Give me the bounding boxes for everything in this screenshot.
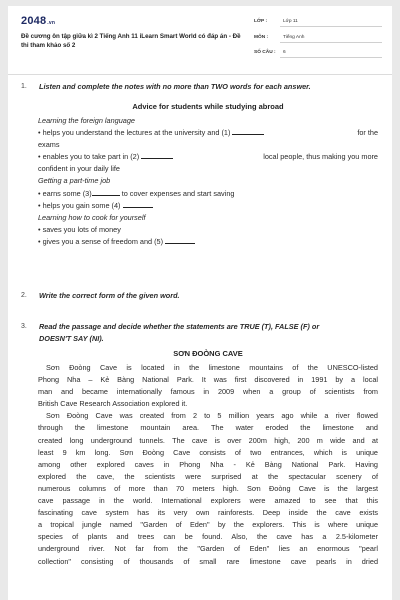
document-title: Đề cương ôn tập giữa kì 2 Tiếng Anh 11 iLearn Smart World có đáp án - Đề thi tham khảo số 2 [21, 33, 241, 49]
question-instruction [39, 321, 392, 345]
passage-title: SƠN ĐOÒNG CAVE [173, 349, 243, 358]
passage-line: least 9 km long. Sơn Đoòng Cave consists of two entrances, which is unique [38, 447, 378, 457]
passage-line: species of plants and trees can be found. Also, the cave has a 2.5-kilometer [38, 532, 378, 542]
passage-line: created long underground tunnels. The cave is over 200m high, 200 m wide and at [38, 435, 378, 445]
passage-line: British Cave Research Association explored it. [38, 399, 188, 409]
q1-notes [38, 115, 378, 248]
note-text: local people, thus making you more [263, 152, 378, 162]
passage-paragraph-1 [38, 362, 378, 410]
passage-line: cave passage in the world. International explorers were amazed to see that this [38, 496, 378, 506]
logo-suffix: .vn [47, 20, 56, 26]
meta-key: SỐ CÂU : [254, 50, 276, 55]
question-instruction: Write the correct form of the given word. [39, 291, 180, 300]
note-line [38, 236, 378, 248]
passage-line: Sơn Đoòng Cave was created from 2 to 5 million years ago while a river flowed [46, 411, 378, 421]
meta-key: LỚP : [254, 19, 268, 24]
answer-blank-5[interactable] [165, 236, 195, 244]
question-number: 2. [21, 292, 27, 299]
meta-value: Tiếng Anh [283, 35, 305, 40]
note-line: exams [38, 140, 60, 150]
note-text: • earns some (3) [38, 188, 92, 198]
question-number: 1. [21, 83, 27, 90]
note-line [38, 188, 378, 200]
passage-body [38, 362, 378, 568]
instruction-line: DOESN'T SAY (NI). [39, 334, 104, 343]
note-line [38, 127, 378, 139]
answer-blank-3[interactable] [92, 188, 120, 196]
notes-subheading: Learning how to cook for yourself [38, 212, 146, 222]
answer-blank-4[interactable] [123, 200, 153, 208]
passage-line: among other explored caves in Phong Nha - Kẻ Bàng National Park. Having [38, 459, 378, 469]
note-text: • helps you understand the lectures at the university and (1) [38, 128, 231, 138]
notes-subheading: Learning the foreign language [38, 116, 135, 125]
passage-line: fascinating cave system has its very own rainforests. Deep inside the cave exists [38, 508, 378, 518]
meta-value: 6 [283, 50, 286, 55]
passage-line: Phong Nha – Kẻ Bàng National Park. It was first discovered in 1991 by a local [38, 375, 378, 385]
answer-blank-1[interactable] [232, 127, 264, 135]
answer-blank-2[interactable] [141, 151, 173, 159]
note-text: • enables you to take part in (2) [38, 152, 140, 162]
question-number: 3. [21, 323, 27, 330]
note-line [38, 151, 378, 163]
notes-subheading: Getting a part-time job [38, 176, 111, 186]
note-text: to cover expenses and start saving [121, 188, 235, 198]
passage-line: collection" consisting of thousands of small rare limestone cave pearls in dried [38, 556, 378, 566]
instruction-line: Read the passage and decide whether the statements are TRUE (T), FALSE (F) or [39, 322, 320, 331]
passage-line: explored the cave, the scientists were surprised at the spectacular scenery of [38, 471, 378, 481]
logo-text: 2048 [21, 15, 47, 27]
passage-paragraph-2 [38, 410, 378, 567]
note-line [38, 200, 378, 212]
note-line: • saves you lots of money [38, 224, 121, 234]
note-text: • helps you gain some (4) [38, 200, 121, 210]
passage-line: Sơn Đoòng Cave is located in the limestone mountains of the UNESCO-listed [46, 363, 378, 372]
note-line: confident in your daily life [38, 164, 120, 174]
note-text: for the [357, 128, 378, 138]
meta-underline [280, 26, 382, 27]
passage-line: numerous columns of more than 70 meters high. Sơn Đoòng Cave is the largest [38, 483, 378, 493]
meta-value: Lớp 11 [283, 19, 298, 24]
meta-underline [280, 42, 382, 43]
passage-line: through the limestone mountain area. The water eroded the limestone and [38, 423, 378, 433]
q1-heading: Advice for students while studying abroad [132, 102, 284, 111]
passage-line: underground river. Not far from the "Garden of Eden" lies an enormous "pearl [38, 544, 378, 554]
document-header [8, 6, 392, 76]
question-instruction: Listen and complete the notes with no more than TWO words for each answer. [39, 82, 311, 91]
meta-underline [280, 57, 382, 58]
document-page [8, 6, 392, 600]
meta-key: MÔN : [254, 35, 269, 40]
passage-line: a tropical jungle named "Garden of Eden" by the explorers. This is where unique [38, 520, 378, 530]
note-text: • gives you a sense of freedom and (5) [38, 236, 164, 246]
passage-line: man and became internationally famous in 2009 when a group of scientists from [38, 387, 378, 397]
site-logo[interactable] [21, 15, 55, 27]
header-divider [8, 74, 392, 75]
